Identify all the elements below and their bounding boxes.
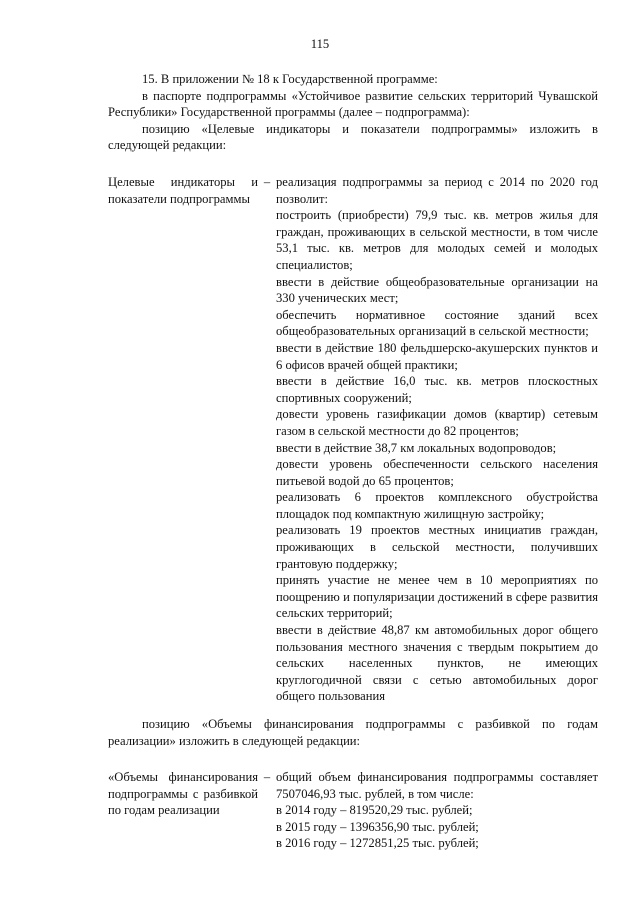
- section-15-heading: 15. В приложении № 18 к Государственной программе:: [142, 72, 438, 86]
- financing-label: «Объемы финансирования подпрограммы с разбивкой по годам реализации: [108, 770, 258, 818]
- indicator-item: реализация подпрограммы за период с 2014 по 2020 год позволит:: [276, 175, 598, 206]
- indicators-label: Целевые индикаторы и показатели подпрограммы: [108, 175, 258, 206]
- financing-item: в 2016 году – 1272851,25 тыс. рублей;: [276, 836, 479, 851]
- indicator-item: обеспечить нормативное состояние зданий всех общеобразовательных организаций в сельской местности;: [276, 307, 598, 339]
- indicators-list: [276, 174, 598, 705]
- indicator-item: построить (приобрести) 79,9 тыс. кв. метров жилья для граждан, проживающих в сельской местности, в том числе 53,1 тыс. кв. метров для молодых семей и молодых специалистов;: [276, 208, 598, 272]
- indicator-item: довести уровень газификации домов (квартир) сетевым газом в сельской местности до 82 процентов;: [276, 407, 598, 438]
- indicators-dash: –: [263, 175, 271, 189]
- section-15-passport-text: в паспорте подпрограммы «Устойчивое развитие сельских территорий Чувашской Республики» Государственной программы (далее – подпрограмма):: [108, 88, 598, 120]
- financing-intro: [108, 716, 598, 749]
- financing-item: в 2014 году – 819520,29 тыс. рублей;: [276, 803, 473, 818]
- financing-item: в 2015 году – 1396356,90 тыс. рублей;: [276, 819, 479, 834]
- financing-dash: –: [263, 770, 271, 784]
- financing-list: [276, 769, 598, 852]
- indicator-item: ввести в действие 48,87 км автомобильных дорог общего пользования местного значения с твердым покрытием до сельских населенных пунктов, не имеющих круглогодичной связи с сетью автомобильных дорог общего пользования: [276, 623, 598, 704]
- indicator-item: ввести в действие 16,0 тыс. кв. метров плоскостных спортивных сооружений;: [276, 374, 598, 405]
- section-15-position-text: позицию «Целевые индикаторы и показатели подпрограммы» изложить в следующей редакции:: [108, 121, 598, 153]
- section-15-intro: [108, 71, 598, 154]
- indicator-item: ввести в действие общеобразовательные организации на 330 ученических мест;: [276, 274, 598, 306]
- indicator-item: ввести в действие 38,7 км локальных водопроводов;: [276, 440, 557, 455]
- page-number: 115: [310, 37, 330, 51]
- financing-row: [108, 769, 598, 852]
- indicator-item: реализовать 19 проектов местных инициатив граждан, проживающих в сельской местности, получивших грантовую поддержку;: [276, 523, 598, 571]
- indicator-item: довести уровень обеспеченности сельского населения питьевой водой до 65 процентов;: [276, 457, 598, 488]
- financing-item: общий объем финансирования подпрограммы составляет 7507046,93 тыс. рублей, в том числе:: [276, 770, 598, 801]
- indicator-item: ввести в действие 180 фельдшерско-акушерских пунктов и 6 офисов врачей общей практики;: [276, 340, 598, 372]
- financing-position-text: позицию «Объемы финансирования подпрограммы с разбивкой по годам реализации» изложить в следующей редакции:: [108, 717, 598, 748]
- indicator-item: принять участие не менее чем в 10 мероприятиях по поощрению и популяризации достижений в сфере развития сельских территорий;: [276, 573, 598, 621]
- indicator-item: реализовать 6 проектов комплексного обустройства площадок под компактную жилищную застройку;: [276, 490, 598, 521]
- indicators-row: [108, 174, 598, 705]
